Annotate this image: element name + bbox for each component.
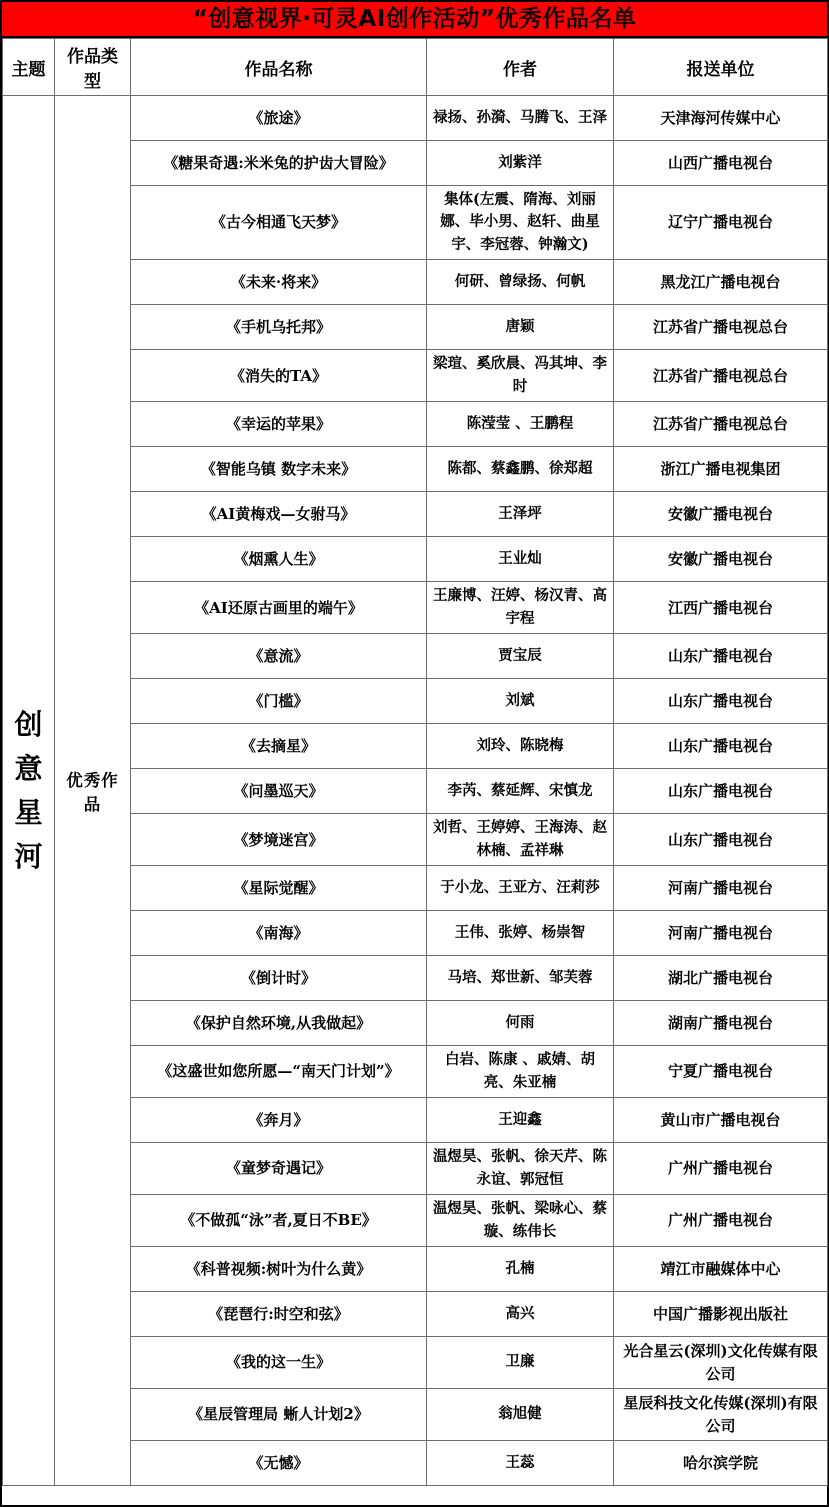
work-author-cell: 陈都、蔡鑫鹏、徐郑超 [427, 447, 614, 492]
work-name-cell: 《消失的TA》 [131, 350, 427, 402]
work-name-cell: 《烟熏人生》 [131, 537, 427, 582]
work-author-cell: 白岩、陈康 、戚婧、胡亮、朱亚楠 [427, 1046, 614, 1098]
work-author-cell: 集体(左震、隋海、刘丽娜、毕小男、赵轩、曲星宇、李冠蓉、钟瀚文) [427, 186, 614, 260]
theme-char: 星 [14, 795, 43, 829]
work-name-cell: 《手机乌托邦》 [131, 305, 427, 350]
work-author-cell: 马培、郑世新、邹芙蓉 [427, 956, 614, 1001]
submit-unit-cell: 辽宁广播电视台 [614, 186, 828, 260]
submit-unit-cell: 山东广播电视台 [614, 724, 828, 769]
work-author-cell: 王伟、张婷、杨崇智 [427, 911, 614, 956]
submit-unit-cell: 江苏省广播电视总台 [614, 350, 828, 402]
work-author-cell: 唐颖 [427, 305, 614, 350]
work-author-cell: 梁瑄、奚欣晨、冯其坤、李时 [427, 350, 614, 402]
theme-char: 意 [14, 751, 43, 785]
work-author-cell: 刘斌 [427, 679, 614, 724]
submit-unit-cell: 山东广播电视台 [614, 679, 828, 724]
work-author-cell: 陈滢莹 、王鹏程 [427, 402, 614, 447]
work-author-cell: 何研、曾绿扬、何帆 [427, 260, 614, 305]
work-name-cell: 《这盛世如您所愿—“南天门计划”》 [131, 1046, 427, 1098]
work-name-cell: 《糖果奇遇:米米兔的护齿大冒险》 [131, 141, 427, 186]
column-header-row [3, 39, 828, 96]
submit-unit-cell: 广州广播电视台 [614, 1195, 828, 1247]
submit-unit-cell: 宁夏广播电视台 [614, 1046, 828, 1098]
work-name-cell: 《意流》 [131, 634, 427, 679]
theme-char: 河 [14, 839, 43, 873]
work-author-cell: 于小龙、王亚方、汪莉莎 [427, 866, 614, 911]
document-title: “创意视界·可灵AI创作活动”优秀作品名单 [2, 2, 827, 38]
work-name-cell: 《南海》 [131, 911, 427, 956]
col-header-author: 作者 [427, 39, 614, 96]
work-name-cell: 《星辰管理局 蜥人计划2》 [131, 1389, 427, 1441]
work-author-cell: 卫廉 [427, 1337, 614, 1389]
submit-unit-cell: 湖北广播电视台 [614, 956, 828, 1001]
submit-unit-cell: 靖江市融媒体中心 [614, 1247, 828, 1292]
work-author-cell: 李芮、蔡延辉、宋慎龙 [427, 769, 614, 814]
work-name-cell: 《智能乌镇 数字未来》 [131, 447, 427, 492]
work-author-cell: 孔楠 [427, 1247, 614, 1292]
col-header-unit: 报送单位 [614, 39, 828, 96]
work-author-cell: 禄扬、孙漪、马腾飞、王泽 [427, 96, 614, 141]
work-name-cell: 《不做孤“泳”者,夏日不BE》 [131, 1195, 427, 1247]
submit-unit-cell: 安徽广播电视台 [614, 537, 828, 582]
submit-unit-cell: 河南广播电视台 [614, 911, 828, 956]
work-name-cell: 《我的这一生》 [131, 1337, 427, 1389]
work-name-cell: 《倒计时》 [131, 956, 427, 1001]
submit-unit-cell: 湖南广播电视台 [614, 1001, 828, 1046]
work-name-cell: 《未来·将来》 [131, 260, 427, 305]
col-header-name: 作品名称 [131, 39, 427, 96]
work-author-cell: 王廉博、汪婷、杨汉青、高宇程 [427, 582, 614, 634]
work-name-cell: 《琵琶行:时空和弦》 [131, 1292, 427, 1337]
work-name-cell: 《星际觉醒》 [131, 866, 427, 911]
submit-unit-cell: 广州广播电视台 [614, 1143, 828, 1195]
work-name-cell: 《去摘星》 [131, 724, 427, 769]
work-name-cell: 《AI黄梅戏—女驸马》 [131, 492, 427, 537]
submit-unit-cell: 黄山市广播电视台 [614, 1098, 828, 1143]
submit-unit-cell: 山东广播电视台 [614, 814, 828, 866]
work-author-cell: 王蕊 [427, 1441, 614, 1486]
work-author-cell: 刘玲、陈晓梅 [427, 724, 614, 769]
submit-unit-cell: 黑龙江广播电视台 [614, 260, 828, 305]
work-name-cell: 《奔月》 [131, 1098, 427, 1143]
work-author-cell: 贾宝辰 [427, 634, 614, 679]
submit-unit-cell: 中国广播影视出版社 [614, 1292, 828, 1337]
work-type-cell: 优秀作品 [55, 96, 131, 1486]
work-author-cell: 翁旭健 [427, 1389, 614, 1441]
col-header-theme: 主题 [3, 39, 55, 96]
work-name-cell: 《童梦奇遇记》 [131, 1143, 427, 1195]
work-author-cell: 王迎鑫 [427, 1098, 614, 1143]
submit-unit-cell: 星辰科技文化传媒(深圳)有限公司 [614, 1389, 828, 1441]
submit-unit-cell: 河南广播电视台 [614, 866, 828, 911]
work-name-cell: 《梦境迷宫》 [131, 814, 427, 866]
work-author-cell: 刘哲、王婷婷、王海涛、赵林楠、孟祥琳 [427, 814, 614, 866]
work-author-cell: 温煜昊、张帆、梁咏心、蔡璇、练伟长 [427, 1195, 614, 1247]
submit-unit-cell: 江苏省广播电视总台 [614, 305, 828, 350]
work-name-cell: 《保护自然环境,从我做起》 [131, 1001, 427, 1046]
col-header-type: 作品类型 [55, 39, 131, 96]
theme-cell [3, 96, 55, 1486]
submit-unit-cell: 哈尔滨学院 [614, 1441, 828, 1486]
work-name-cell: 《无憾》 [131, 1441, 427, 1486]
submit-unit-cell: 山东广播电视台 [614, 769, 828, 814]
submit-unit-cell: 江苏省广播电视总台 [614, 402, 828, 447]
submit-unit-cell: 山东广播电视台 [614, 634, 828, 679]
work-author-cell: 何雨 [427, 1001, 614, 1046]
work-author-cell: 高兴 [427, 1292, 614, 1337]
work-author-cell: 刘紫洋 [427, 141, 614, 186]
submit-unit-cell: 安徽广播电视台 [614, 492, 828, 537]
work-name-cell: 《门槛》 [131, 679, 427, 724]
theme-char: 创 [14, 707, 43, 741]
table-row [3, 96, 828, 141]
work-name-cell: 《AI还原古画里的端午》 [131, 582, 427, 634]
work-name-cell: 《旅途》 [131, 96, 427, 141]
work-author-cell: 温煜昊、张帆、徐天芹、陈永谊、郭冠恒 [427, 1143, 614, 1195]
work-name-cell: 《问墨巡天》 [131, 769, 427, 814]
work-name-cell: 《古今相通飞天梦》 [131, 186, 427, 260]
work-name-cell: 《科普视频:树叶为什么黄》 [131, 1247, 427, 1292]
awards-table [2, 38, 828, 1486]
work-name-cell: 《幸运的苹果》 [131, 402, 427, 447]
submit-unit-cell: 浙江广播电视集团 [614, 447, 828, 492]
submit-unit-cell: 光合星云(深圳)文化传媒有限公司 [614, 1337, 828, 1389]
table-body [3, 96, 828, 1486]
work-author-cell: 王业灿 [427, 537, 614, 582]
submit-unit-cell: 山西广播电视台 [614, 141, 828, 186]
work-author-cell: 王泽坪 [427, 492, 614, 537]
submit-unit-cell: 江西广播电视台 [614, 582, 828, 634]
submit-unit-cell: 天津海河传媒中心 [614, 96, 828, 141]
